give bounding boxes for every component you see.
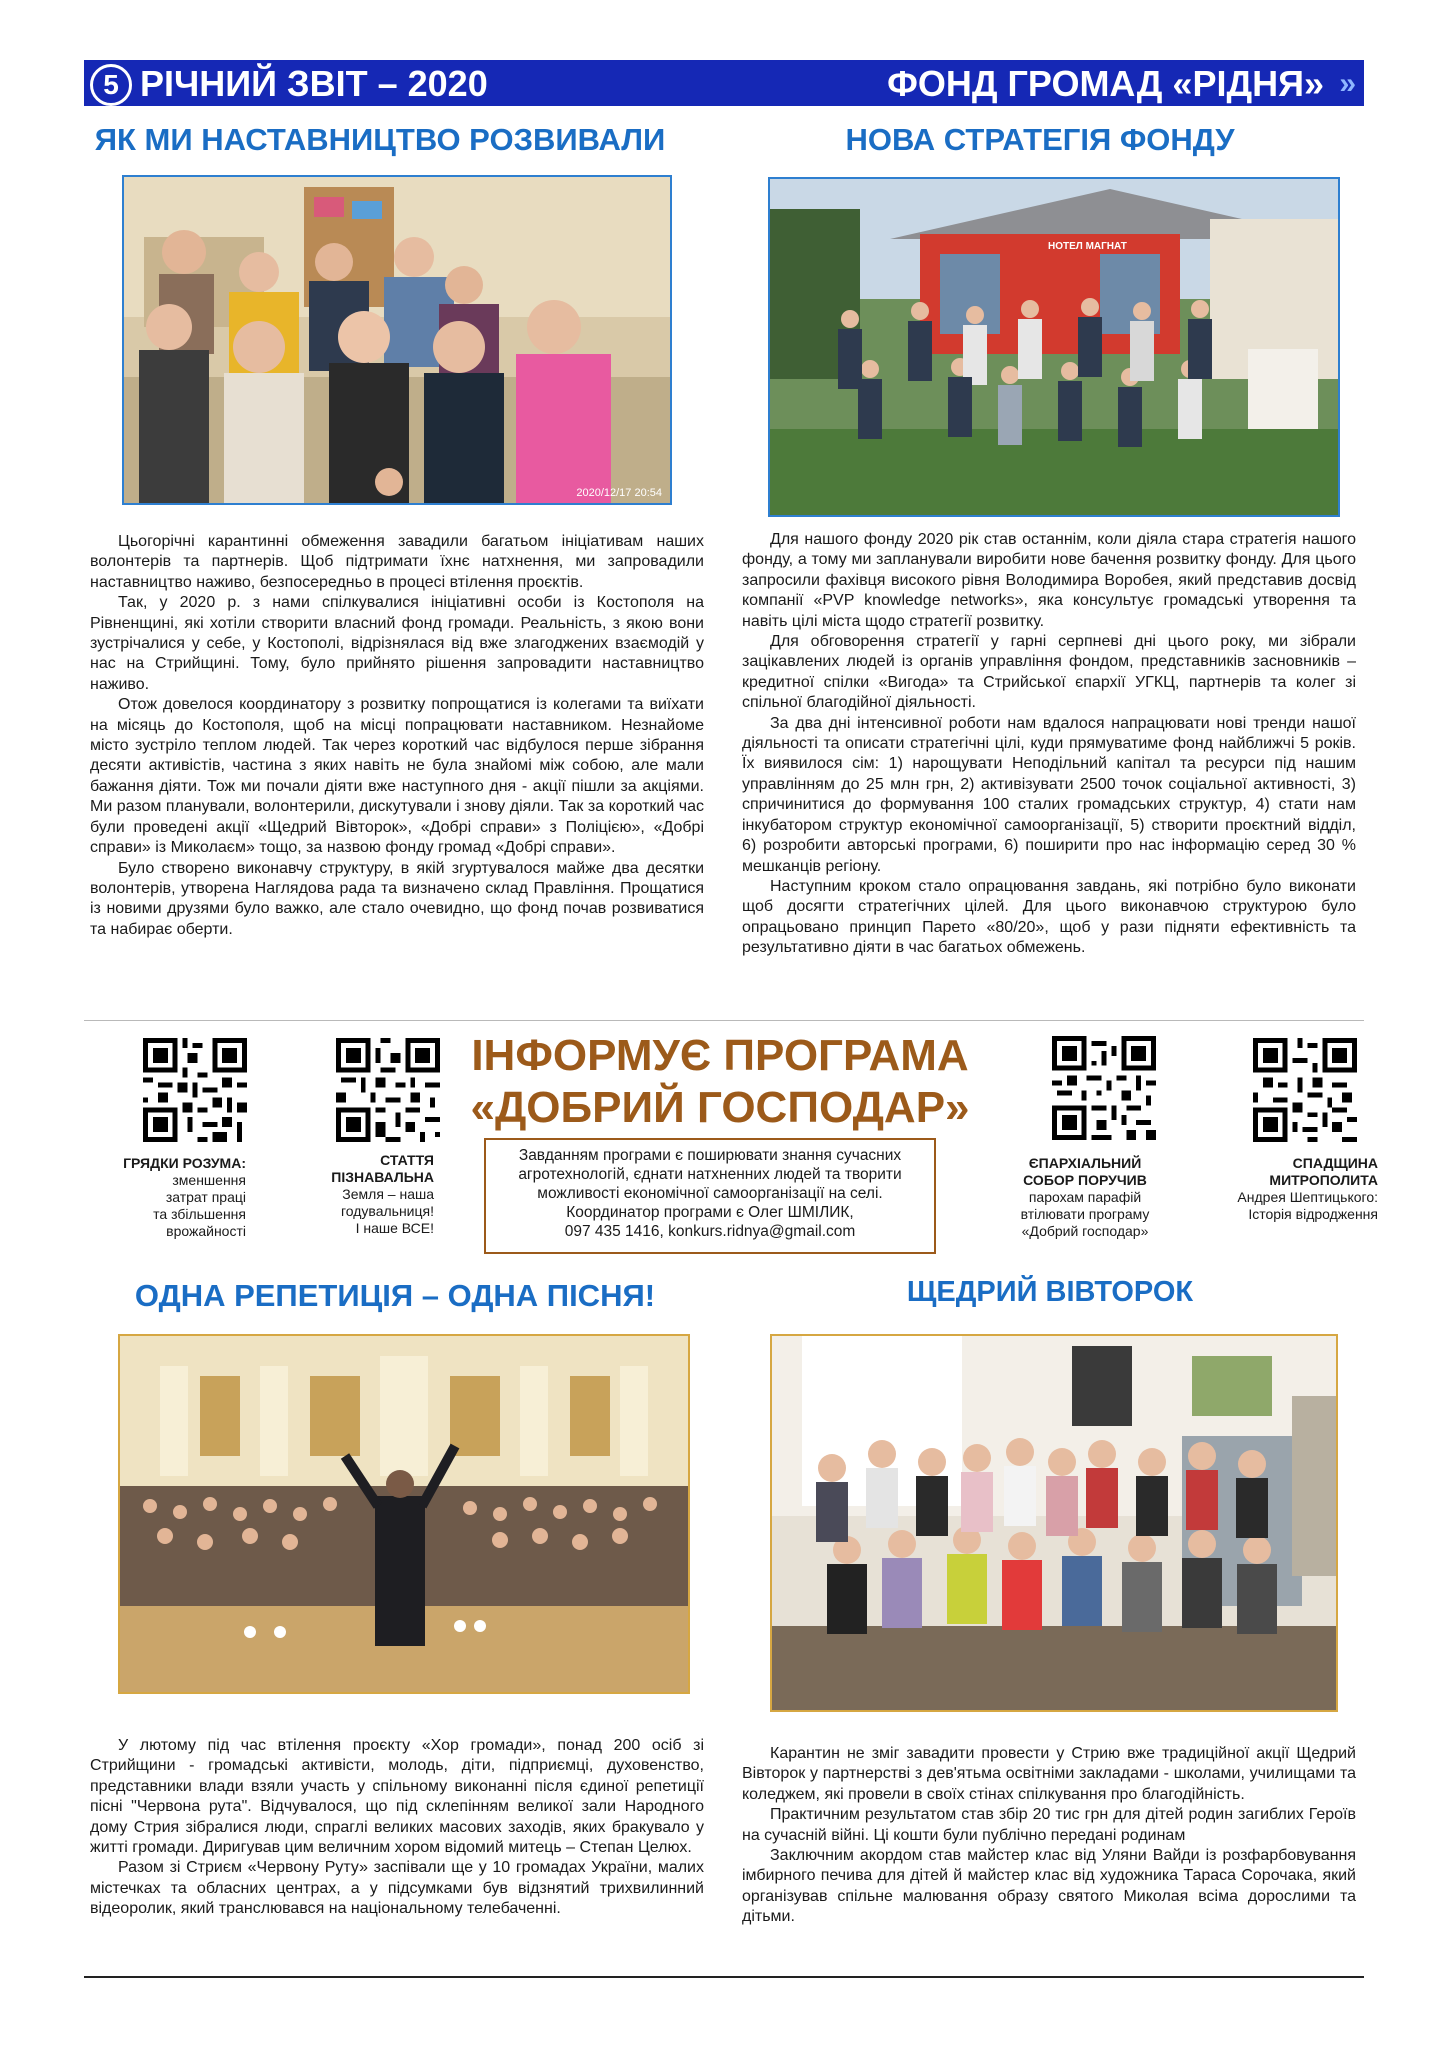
- paragraph: Наступним кроком стало опрацювання завдань, які потрібно було виконати щоб досягти стратегічних цілей. Для цього виконавчою структурою було опрацьовано принцип Парето «80/20», щоб у рази підняти ефективність та результативно діяти в час багатьох обмежень.: [742, 877, 1356, 957]
- page-number: 5: [90, 64, 132, 106]
- tuesday-article: [742, 1744, 1356, 1928]
- paragraph: Так, у 2020 р. з нами спілкувалися ініціативні особи із Костополя на Рівненщині, які хотіли створити власний фонд громади. Реальність, з якою вони зустрічалися у себе, у Костополі, відрізнялася від вже злагоджених взаємодій у нас на Стрийщині. Тому, було прийнято рішення запровадити наставництво наживо.: [90, 594, 704, 693]
- qr-code-4[interactable]: [1253, 1038, 1357, 1142]
- mentorship-photo: [122, 175, 672, 505]
- section-title: РІЧНИЙ ЗВІТ – 2020: [140, 63, 488, 104]
- paragraph: За два дні інтенсивної роботи нам вдалося напрацювати нові тренди нашої діяльності та описати стратегічні цілі, куди прямуватиме фонд найближчі 5 років. Їх виявилося сім: 1) нарощувати Неподільний капітал та ресурси під нашим управлінням до 25 млн грн, 2) активізувати 2500 точок соціальної активності, 3) спричинитися до формування 100 сталих громадських структур, 4) стати нам інкубатором структур економічної самоорганізації, 5) створити проєктний відділ, 6) розробити авторські програми, 6) поширити про нас інформацію серед 30 % мешканців регіону.: [742, 714, 1356, 875]
- photo-timestamp: 2020/12/17 20:54: [576, 487, 662, 499]
- choir-article: [90, 1736, 704, 1920]
- program-coordinator: Координатор програми є Олег ШМІЛИК,: [566, 1204, 854, 1221]
- tuesday-headline: ЩЕДРИЙ ВІВТОРОК: [906, 1276, 1194, 1308]
- choir-headline: ОДНА РЕПЕТИЦІЯ – ОДНА ПІСНЯ!: [134, 1278, 656, 1313]
- qr-caption-4: СПАДЩИНА МИТРОПОЛИТА Андрея Шептицького: Історія відродження: [1237, 1155, 1378, 1222]
- qr-code-1[interactable]: [143, 1038, 247, 1142]
- strategy-article: [742, 530, 1356, 959]
- paragraph: Отож довелося координатору з розвитку попрощатися із колегами та виїхати на місяць до Костополя, щоб на місці попрацювати наставником. Незнайоме місто зустріло теплом людей. Так через короткий час відбулося перше зібрання десяти активістів, частина з яких навіть не була знайомі між собою, але мали бажання діяти. Тож ми почали діяти вже наступного дня - акції пішли за акціями. Ми разом планували, волонтерили, дискутували і знову діяли. Так за короткий час були проведені акції «Щедрий Вівторок», «Добрі справи» з Поліцією», «Добрі справи» із Миколаєм» тощо, за назвою фонду громад «Добрі справи».: [90, 696, 704, 857]
- tuesday-photo: [770, 1334, 1338, 1712]
- qr-code-2[interactable]: [336, 1038, 440, 1142]
- program-description-box: [484, 1138, 936, 1254]
- paragraph: Заключним акордом став майстер клас від Уляни Вайди із розфарбовування імбирного печива для дітей й майстер клас від художника Тараса Сорочака, який організував спільне малювання образу святого Миколая всіма дорослими та дітьми.: [742, 1847, 1356, 1926]
- bottom-rule: [84, 1976, 1364, 1978]
- qr-caption-1: ГРЯДКИ РОЗУМА: зменшення затрат праці та збільшення врожайності: [123, 1155, 246, 1239]
- paragraph: Практичним результатом став збір 20 тис грн для дітей родин загиблих Героїв на сучасній війні. Ці кошти були публічно передані родинам: [742, 1806, 1356, 1844]
- program-contacts[interactable]: 097 435 1416, konkurs.ridnya@gmail.com: [564, 1223, 856, 1240]
- hotel-sign: НОТЕЛ МАГНАТ: [1048, 241, 1127, 252]
- mentorship-headline: ЯК МИ НАСТАВНИЦТВО РОЗВИВАЛИ: [94, 122, 666, 157]
- paragraph: У лютому під час втілення проєкту «Хор громади», понад 200 осіб зі Стрийщини - громадські активісти, молодь, діти, підприємці, духовенство, представники влади взяли участь у спільному виконанні після єдиної репетиції пісні "Червона рута". Відчувалося, що під склепінням великої зали Народного дому Стрия зібралися люди, спраглі великих масових заходів, яких бракувало у житті громади. Диригував цим величним хором відомий митець – Степан Целюх.: [90, 1737, 704, 1857]
- paragraph: Для обговорення стратегії у гарні серпневі дні цього року, ми зібрали зацікавлених людей із органів управління фондом, представників засновників – кредитної спілки «Вигода» та Стрийської єпархії УГКЦ, партнерів та колег зі спільної благодійної діяльності.: [742, 633, 1356, 712]
- qr-caption-2: СТАТТЯ ПІЗНАВАЛЬНА Земля – наша годувальниця! І наше ВСЕ!: [331, 1152, 434, 1236]
- paragraph: Карантин не зміг завадити провести у Стрию вже традиційної акції Щедрий Вівторок у партнерстві з дев'ятьма освітніми закладами - школами, училищами та коледжем, які провели в своїх стінах спілкування про благодійність.: [742, 1745, 1356, 1803]
- header-band: [84, 60, 1364, 106]
- section-divider: [84, 1020, 1364, 1021]
- program-title: ІНФОРМУЄ ПРОГРАМА «ДОБРИЙ ГОСПОДАР»: [470, 1031, 970, 1132]
- paragraph: Цьогорічні карантинні обмеження завадили багатьом ініціативам наших волонтерів та партнерів. Щоб підтримати їхнє натхнення, ми запровадили наставництво наживо, безпосередньо в процесі втілення проєктів.: [90, 533, 704, 591]
- publication-title: ФОНД ГРОМАД «РІДНЯ»: [887, 63, 1324, 104]
- mentorship-article: [90, 532, 704, 940]
- choir-photo: [118, 1334, 690, 1694]
- paragraph: Разом зі Стриєм «Червону Руту» заспівали ще у 10 громадах України, малих містечках та обласних центрах, а у підсумками був відзнятий трихвилинний відеоролик, який транслювався на національному телебаченні.: [90, 1859, 704, 1918]
- qr-code-3[interactable]: [1052, 1036, 1156, 1140]
- paragraph: Було створено виконавчу структуру, в якій згуртувалося майже два десятки волонтерів, утворена Наглядова рада та визначено склад Правління. Прощатися із новими друзями було важко, але стало очевидно, що фонд почав розвиватися та набирає оберти.: [90, 859, 704, 938]
- strategy-photo: [768, 177, 1340, 517]
- paragraph: Для нашого фонду 2020 рік став останнім, коли діяла стара стратегія нашого фонду, а тому ми запланували виробити нове бачення розвитку фонду. Для цього запросили фахівця високого рівня Володимира Воробея, який представив досвід компанії «PVP knowledge networks», яка консультує громадські утворення та навіть цілі міста щодо стратегії розвитку.: [742, 531, 1356, 630]
- program-mission: Завданням програми є поширювати знання сучасних агротехнологій, єднати натхненних людей та творити можливості економічної самоорганізації на селі.: [518, 1147, 902, 1202]
- qr-caption-3: ЄПАРХІАЛЬНИЙ СОБОР ПОРУЧИВ парохам парафій втілювати програму «Добрий господар»: [1020, 1155, 1150, 1239]
- strategy-headline: НОВА СТРАТЕГІЯ ФОНДУ: [845, 122, 1235, 157]
- chevron-right-icon: »: [1339, 67, 1356, 100]
